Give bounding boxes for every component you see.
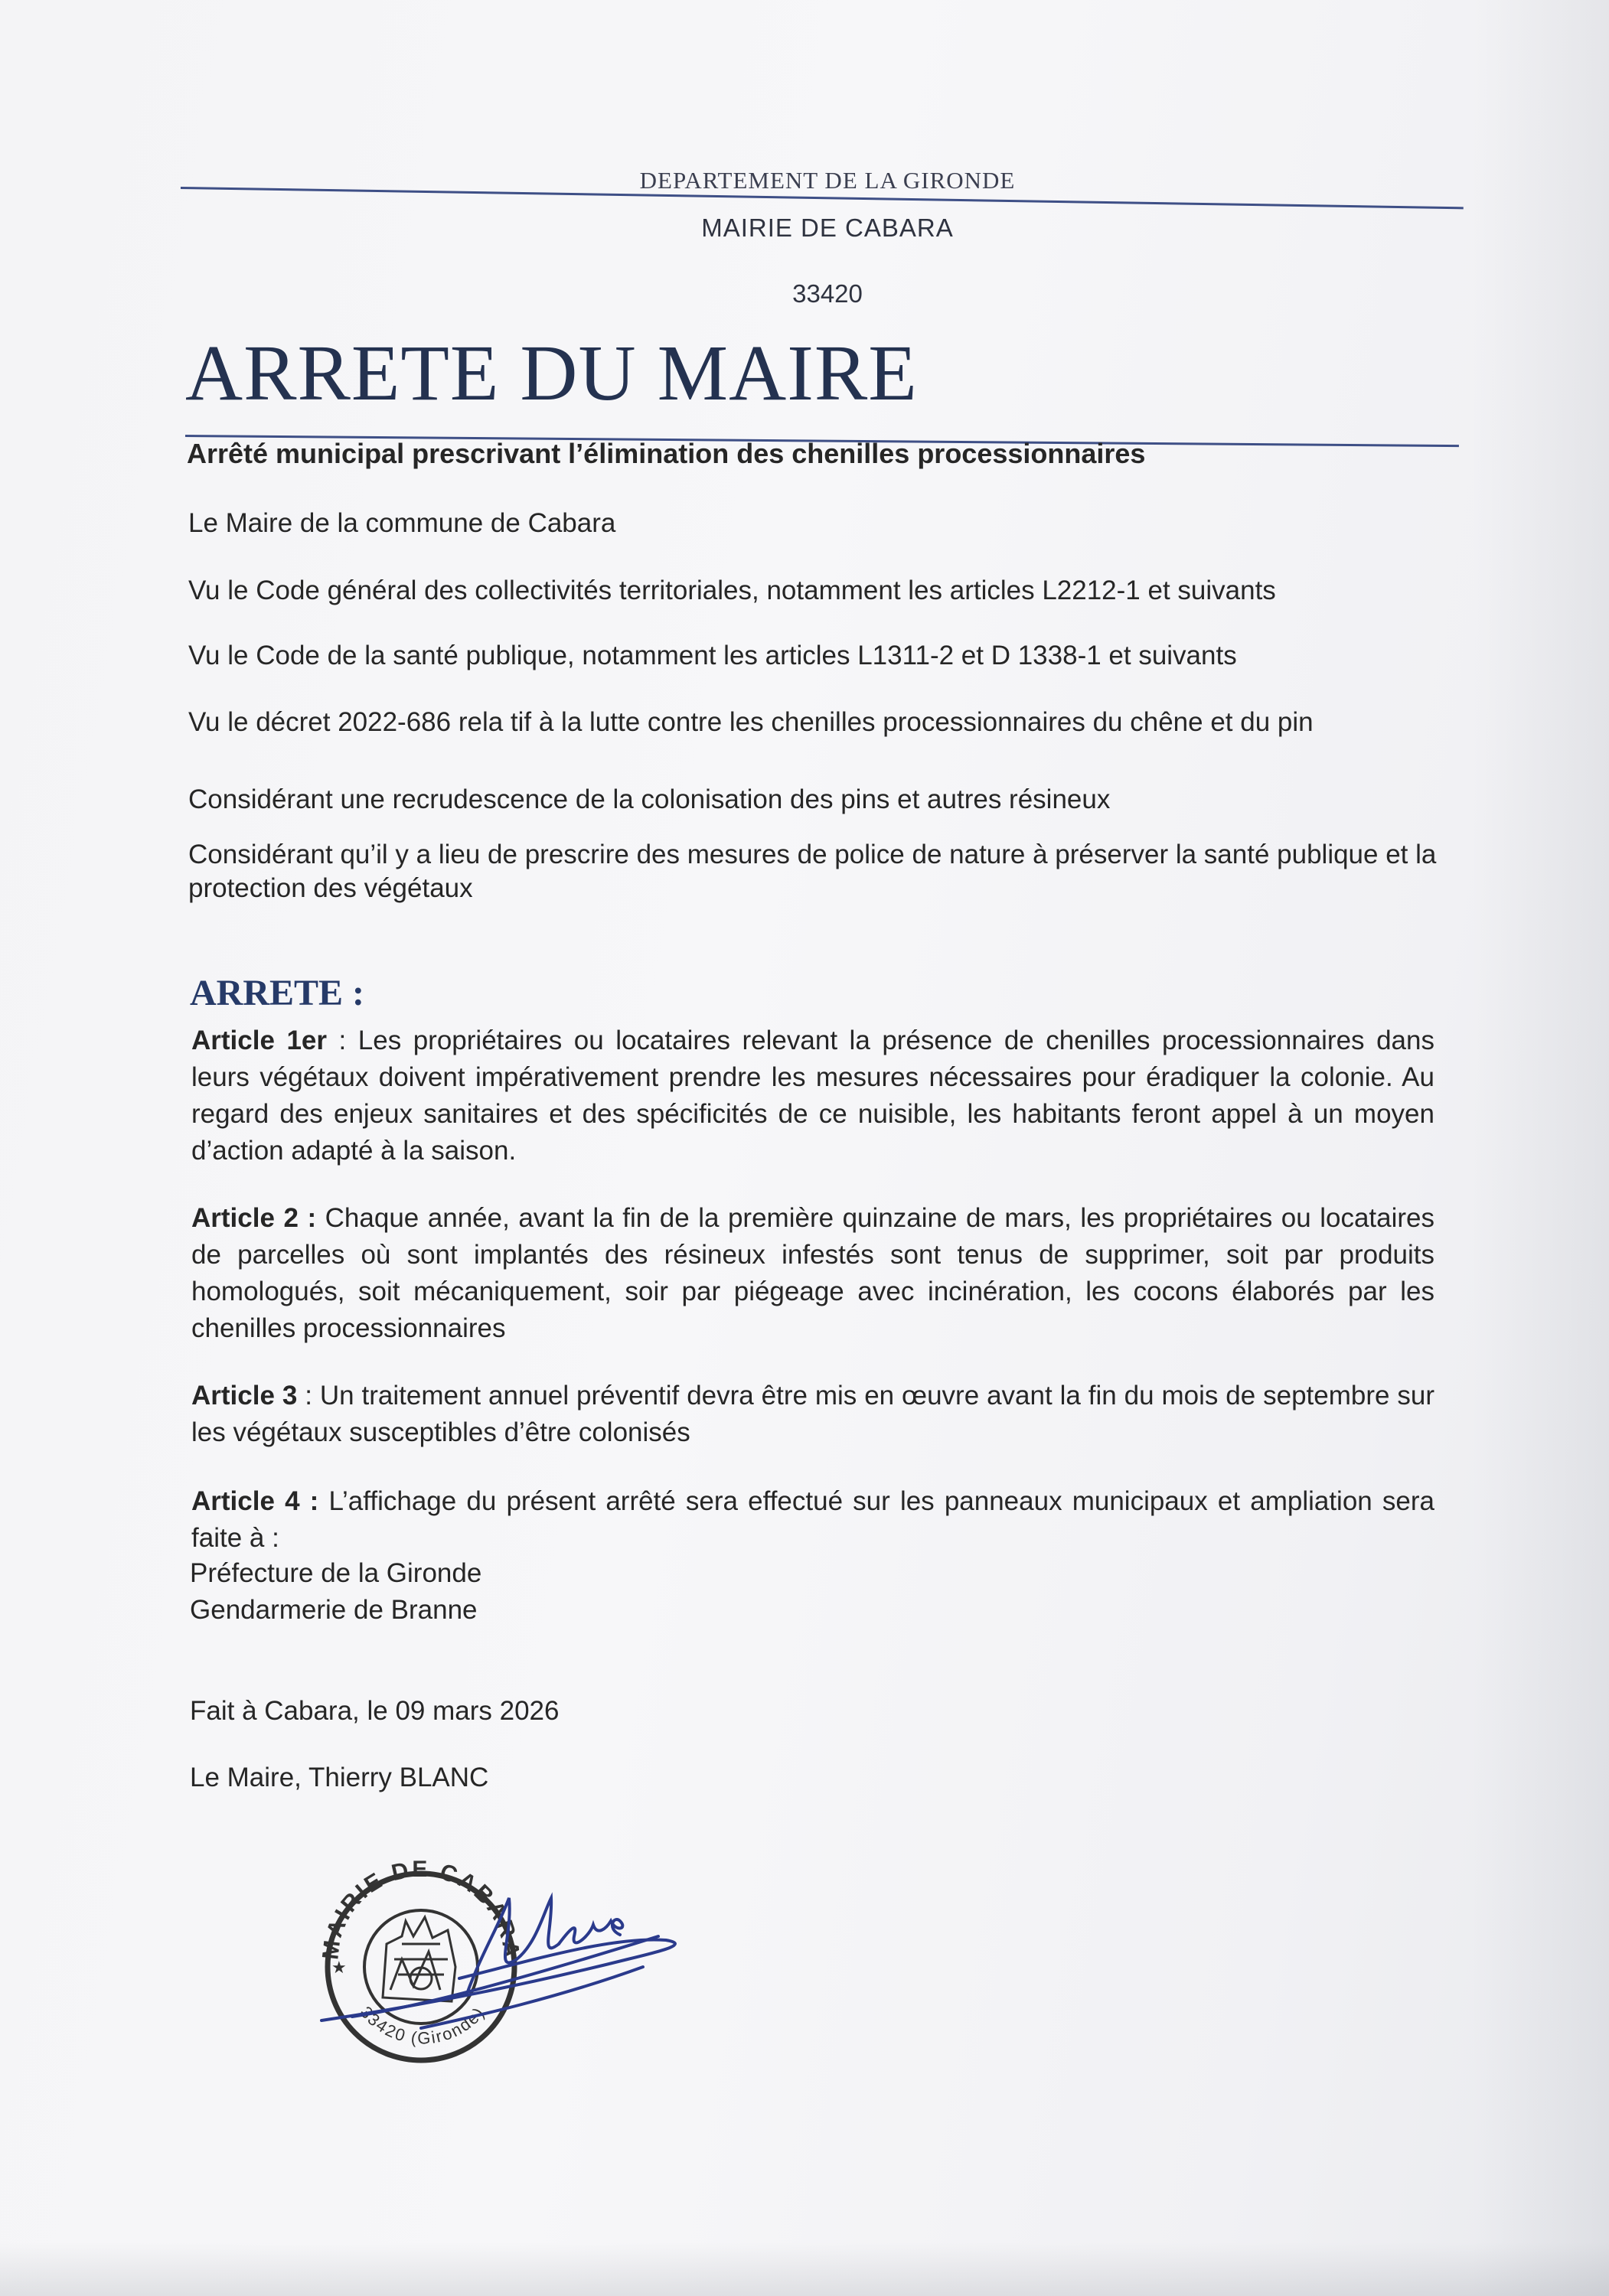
article-separator bbox=[316, 1203, 325, 1233]
mairie-name: MAIRIE DE CABARA bbox=[701, 214, 954, 242]
article-label: Article 2 : bbox=[191, 1203, 317, 1233]
page-shadow-bottom bbox=[0, 2242, 1609, 2296]
article-1 bbox=[191, 1022, 1434, 1169]
article-separator bbox=[318, 1486, 328, 1516]
article-label: Article 1er bbox=[191, 1026, 327, 1055]
place-and-date: Fait à Cabara, le 09 mars 2026 bbox=[190, 1696, 560, 1726]
recipient-line: Gendarmerie de Branne bbox=[190, 1595, 478, 1625]
preamble-line: Vu le décret 2022-686 rela tif à la lutte contre les chenilles processionnaires du chêne et du pin bbox=[188, 707, 1314, 737]
article-label: Article 4 : bbox=[191, 1486, 319, 1516]
svg-text:★: ★ bbox=[331, 1958, 347, 1977]
article-text: L’affichage du présent arrêté sera effectué sur les panneaux municipaux et ampliation sera faite à : bbox=[191, 1486, 1434, 1553]
svg-text:MAIRIE DE CABARA: MAIRIE DE CABARA bbox=[318, 1856, 524, 1962]
arrete-heading: ARRETE : bbox=[190, 973, 365, 1013]
article-separator: : bbox=[327, 1026, 358, 1055]
department-heading: DEPARTEMENT DE LA GIRONDE bbox=[639, 167, 1016, 194]
signatory-name: Le Maire, Thierry BLANC bbox=[190, 1763, 489, 1792]
article-label: Article 3 bbox=[191, 1381, 298, 1411]
article-text: Chaque année, avant la fin de la première quinzaine de mars, les propriétaires ou locataires de parcelles où sont implantés des résineux infestés sont tenus de supprimer, soit par produits homologués, soit mécaniquement, soir par piégeage avec incinération, les cocons élaborés par les chenilles processionnaires bbox=[191, 1203, 1435, 1343]
article-separator: : bbox=[297, 1381, 320, 1411]
coat-of-arms-icon bbox=[383, 1917, 455, 2001]
article-text: Un traitement annuel préventif devra être mis en œuvre avant la fin du mois de septembre sur les végétaux susceptibles d’être colonisés bbox=[191, 1381, 1434, 1447]
document-title: ARRETE DU MAIRE bbox=[185, 329, 918, 417]
postal-code: 33420 bbox=[792, 279, 863, 308]
document-subtitle: Arrêté municipal prescrivant l’élimination des chenilles processionnaires bbox=[187, 438, 1146, 469]
official-stamp bbox=[318, 1857, 524, 2060]
page-shadow-right bbox=[1471, 0, 1609, 2296]
article-2 bbox=[191, 1200, 1434, 1347]
mairie-stamp-and-signature bbox=[306, 1844, 704, 2066]
article-text: Les propriétaires ou locataires relevant la présence de chenilles processionnaires dans leurs végétaux doivent impérativement prendre les mesures nécessaires pour éradiquer la colonie. Au regard des enjeux sanitaires et des spécificités de ce nuisible, les habitants feront appel à un moyen d’action adapté à la saison. bbox=[191, 1026, 1434, 1166]
preamble-line: Considérant qu’il y a lieu de prescrire des mesures de police de nature à préserver la santé publique et la protection des végétaux bbox=[188, 840, 1437, 903]
preamble-line: Vu le Code de la santé publique, notamment les articles L1311-2 et D 1338-1 et suivants bbox=[188, 641, 1237, 670]
recipient-line: Préfecture de la Gironde bbox=[190, 1558, 482, 1588]
svg-text:33420 (Gironde): 33420 (Gironde) bbox=[356, 2002, 489, 2048]
article-3 bbox=[191, 1378, 1434, 1451]
preamble-line: Le Maire de la commune de Cabara bbox=[188, 508, 616, 538]
preamble-line: Vu le Code général des collectivités territoriales, notamment les articles L2212-1 et suivants bbox=[188, 576, 1276, 605]
article-4 bbox=[191, 1483, 1434, 1557]
preamble-line: Considérant une recrudescence de la colonisation des pins et autres résineux bbox=[188, 784, 1111, 814]
